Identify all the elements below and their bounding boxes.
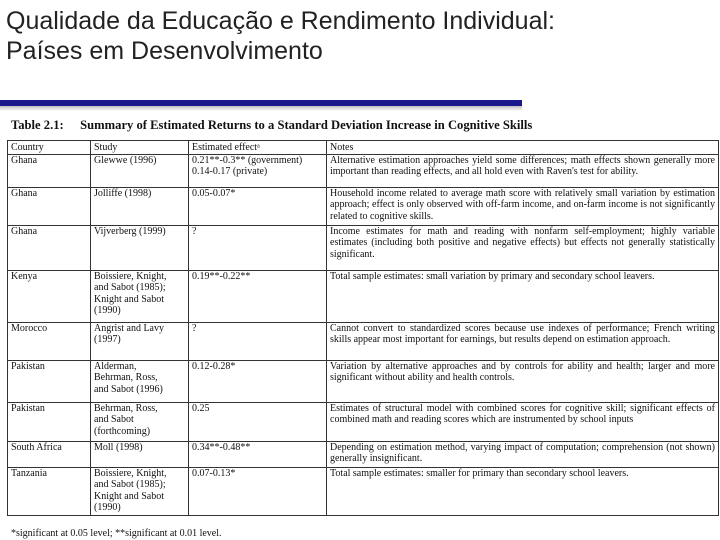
study-line: Angrist and Lavy	[94, 323, 164, 335]
study-line: Behrman, Ross,	[94, 372, 158, 384]
study-line: and Sabot (1985);	[94, 282, 166, 294]
table-row	[8, 403, 719, 442]
study-line: (1997)	[94, 334, 121, 346]
cell-country: Pakistan	[8, 403, 91, 442]
effect-line: 0.14-0.17 (private)	[192, 166, 268, 178]
cell-study	[91, 442, 189, 468]
effect-line: 0.21**-0.3** (government)	[192, 155, 303, 167]
study-line: Knight and Sabot	[94, 293, 164, 305]
cell-effect	[189, 188, 327, 226]
cell-effect	[189, 442, 327, 468]
table-body	[8, 155, 719, 516]
table-row	[8, 226, 719, 271]
cell-notes: Estimates of structural model with combined scores for cognitive skill; significant effects of combined math and reading scores which are instrumented by school inputs	[327, 403, 719, 442]
study-line: Moll (1998)	[94, 442, 143, 454]
study-line: (1990)	[94, 501, 121, 513]
table-row	[8, 442, 719, 468]
cell-effect	[189, 468, 327, 516]
cell-notes: Alternative estimation approaches yield some differences; math effects shown generally more important than reading effects, and all hold even with Raven's test for ability.	[327, 155, 719, 188]
cell-study	[91, 155, 189, 188]
table-caption-text: Summary of Estimated Returns to a Standard Deviation Increase in Cognitive Skills	[80, 118, 533, 132]
cell-effect	[189, 361, 327, 403]
cell-notes: Variation by alternative approaches and by controls for ability and health; larger and more significant without ability and health controls.	[327, 361, 719, 403]
cell-country: Morocco	[8, 323, 91, 361]
cell-country: Tanzania	[8, 468, 91, 516]
study-line: Boissiere, Knight,	[94, 468, 167, 480]
study-line: (1990)	[94, 304, 121, 316]
table-row	[8, 155, 719, 188]
cell-notes: Total sample estimates: smaller for primary than secondary school leavers.	[327, 468, 719, 516]
slide-title	[6, 6, 706, 66]
study-line: and Sabot	[94, 414, 134, 426]
table-row	[8, 361, 719, 403]
cell-notes: Depending on estimation method, varying impact of computation; comprehension (not shown) generally insignificant.	[327, 442, 719, 468]
cell-study	[91, 468, 189, 516]
cell-notes: Total sample estimates: small variation by primary and secondary school leavers.	[327, 271, 719, 323]
cell-study	[91, 403, 189, 442]
effect-line: ?	[192, 323, 197, 335]
effect-line: 0.34**-0.48**	[192, 442, 251, 454]
study-line: Vijverberg (1999)	[94, 226, 166, 238]
header-estimated-effect: Estimated effectᵃ	[189, 141, 327, 155]
study-line: Jolliffe (1998)	[94, 188, 152, 200]
table-row	[8, 323, 719, 361]
title-underline-shadow	[0, 106, 522, 111]
cell-notes: Household income related to average math score with relatively small variation by estimation approach; effect is only observed with off-farm income, and on-farm income is not significantly related to cognitive skills.	[327, 188, 719, 226]
table-caption-label: Table 2.1:	[11, 118, 64, 132]
effect-line: 0.25	[192, 403, 210, 415]
study-line: and Sabot (1985);	[94, 479, 166, 491]
cell-effect	[189, 323, 327, 361]
returns-table	[7, 140, 719, 516]
table-footnote: *significant at 0.05 level; **significant at 0.01 level.	[11, 528, 222, 539]
header-notes: Notes	[327, 141, 719, 155]
cell-effect	[189, 403, 327, 442]
table-header-row	[8, 141, 719, 155]
cell-study	[91, 361, 189, 403]
effect-line: 0.12-0.28*	[192, 361, 236, 373]
cell-country: Kenya	[8, 271, 91, 323]
header-country: Country	[8, 141, 91, 155]
effect-line: 0.05-0.07*	[192, 188, 236, 200]
study-line: Boissiere, Knight,	[94, 271, 167, 283]
slide-title-line2: Países em Desenvolvimento	[6, 37, 323, 65]
study-line: (forthcoming)	[94, 425, 151, 437]
table-caption	[11, 118, 711, 133]
study-line: Knight and Sabot	[94, 490, 164, 502]
cell-study	[91, 323, 189, 361]
cell-notes: Income estimates for math and reading with nonfarm self-employment; highly variable estimates (including both positive and negative effects) but effects not generally statistically significant.	[327, 226, 719, 271]
effect-line: 0.07-0.13*	[192, 468, 236, 480]
cell-effect	[189, 155, 327, 188]
cell-country: Ghana	[8, 155, 91, 188]
study-line: Alderman,	[94, 361, 137, 373]
cell-study	[91, 188, 189, 226]
cell-country: Ghana	[8, 226, 91, 271]
effect-line: 0.19**-0.22**	[192, 271, 251, 283]
cell-country: South Africa	[8, 442, 91, 468]
study-line: Glewwe (1996)	[94, 155, 157, 167]
cell-study	[91, 271, 189, 323]
study-line: Behrman, Ross,	[94, 403, 158, 415]
table-row	[8, 468, 719, 516]
effect-line: ?	[192, 226, 197, 238]
cell-country: Ghana	[8, 188, 91, 226]
cell-country: Pakistan	[8, 361, 91, 403]
cell-effect	[189, 271, 327, 323]
study-line: and Sabot (1996)	[94, 383, 163, 395]
table-row	[8, 271, 719, 323]
cell-study	[91, 226, 189, 271]
table-row	[8, 188, 719, 226]
cell-notes: Cannot convert to standardized scores because use indexes of performance; French writing skills appear most important for earnings, but results depend on estimation approach.	[327, 323, 719, 361]
header-study: Study	[91, 141, 189, 155]
slide-title-line1: Qualidade da Educação e Rendimento Individual:	[6, 7, 555, 35]
cell-effect	[189, 226, 327, 271]
